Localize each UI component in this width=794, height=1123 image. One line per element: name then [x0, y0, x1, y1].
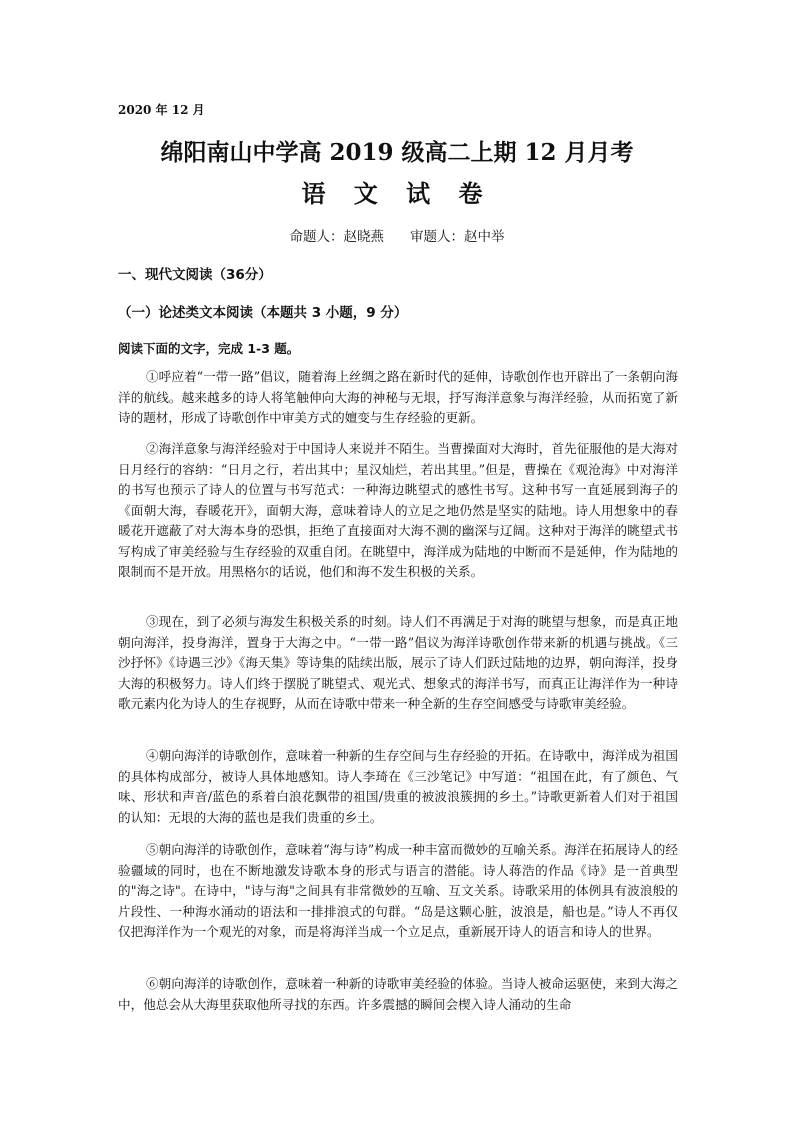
question-setter: 命题人：赵晓燕	[289, 229, 384, 245]
passage-paragraph-2: ②海洋意象与海洋经验对于中国诗人来说并不陌生。当曹操面对大海时，首先征服他的是大海对日月经行的容纳：“日月之行，若出其中；星汉灿烂，若出其里。”但是，曹操在《观沧海》中对海洋的书写也预示了诗人的位置与书写范式：一种海边眺望式的感性书写。这种书写一直延展到海子的《面朝大海，春暖花开》，面朝大海，意味着诗人的立足之地仍然是坚实的陆地。诗人用想象中的春暖花开遮蔽了对大海本身的恐惧，拒绝了直接面对大海不测的幽深与辽阔。这种对于海洋的眺望式书写构成了审美经验与生存经验的双重自闭。在眺望中，海洋成为陆地的中断而不是延伸，作为陆地的限制而不是开放。用黑格尔的话说，他们和海不发生积极的关系。	[118, 441, 678, 579]
section-heading-argumentative: （一）论述类文本阅读（本题共 3 小题，9 分）	[118, 305, 408, 321]
exam-title: 绵阳南山中学高 2019 级高二上期 12 月月考	[160, 139, 634, 166]
passage-paragraph-5: ⑤朝向海洋的诗歌创作，意味着“海与诗”构成一种丰富而微妙的互喻关系。海洋在拓展诗人的经验疆域的同时，也在不断地激发诗歌本身的形式与语言的潜能。诗人蒋浩的作品《诗》是一首典型的"海之诗"。在诗中，"诗与海"之间具有非常微妙的互喻、互文关系。诗歌采用的体例具有波浪般的片段性、一种海水涌动的语法和一排排浪式的句群。“岛是这颗心脏，波浪是，船也是。”诗人不再仅仅把海洋作为一个观光的对象，而是将海洋当成一个立足点，重新展开诗人的语言和诗人的世界。	[118, 842, 678, 939]
question-reviewer: 审题人：赵中举	[410, 229, 505, 245]
exam-authors	[0, 225, 794, 245]
passage-paragraph-1: ①呼应着“一带一路”倡议，随着海上丝绸之路在新时代的延伸，诗歌创作也开辟出了一条朝向海洋的航线。越来越多的诗人将笔触伸向大海的神秘与无垠，抒写海洋意象与海洋经验，从而拓宽了新诗的题材，形成了诗歌创作中审美方式的嬗变与生存经验的更新。	[118, 369, 678, 425]
passage-paragraph-3: ③现在，到了必须与海发生积极关系的时刻。诗人们不再满足于对海的眺望与想象，而是真正地朝向海洋，投身海洋，置身于大海之中。“一带一路”倡议为海洋诗歌创作带来新的机遇与挑战。《三沙抒怀》《诗遇三沙》《海天集》等诗集的陆续出版，展示了诗人们跃过陆地的边界，朝向海洋，投身大海的积极努力。诗人们终于摆脱了眺望式、观光式、想象式的海洋书写，而真正让海洋作为一种诗歌元素内化为诗人的生存视野，从而在诗歌中带来一种全新的生存空间感受与诗歌审美经验。	[118, 614, 678, 711]
section-heading-part1: 一、现代文阅读（36分）	[118, 267, 272, 283]
exam-date: 2020 年 12 月	[118, 103, 205, 117]
passage-paragraph-6: ⑥朝向海洋的诗歌创作，意味着一种新的诗歌审美经验的体验。当诗人被命运驱使，来到大海之中，他总会从大海里获取他所寻找的东西。许多震撼的瞬间会楔入诗人涌动的生命	[118, 976, 678, 1012]
passage-paragraph-4: ④朝向海洋的诗歌创作，意味着一种新的生存空间与生存经验的开拓。在诗歌中，海洋成为祖国的具体构成部分，被诗人具体地感知。诗人李琦在《三沙笔记》中写道：“祖国在此，有了颜色、气味、形状和声音/蓝色的系着白浪花飘带的祖国/贵重的被波浪簇拥的乡土。”诗歌更新着人们对于祖国的认知：无垠的大海的蓝也是我们贵重的乡土。	[118, 748, 678, 825]
exam-subtitle: 语 文 试 卷	[301, 179, 493, 208]
reading-instruction: 阅读下面的文字，完成 1-3 题。	[118, 341, 300, 356]
